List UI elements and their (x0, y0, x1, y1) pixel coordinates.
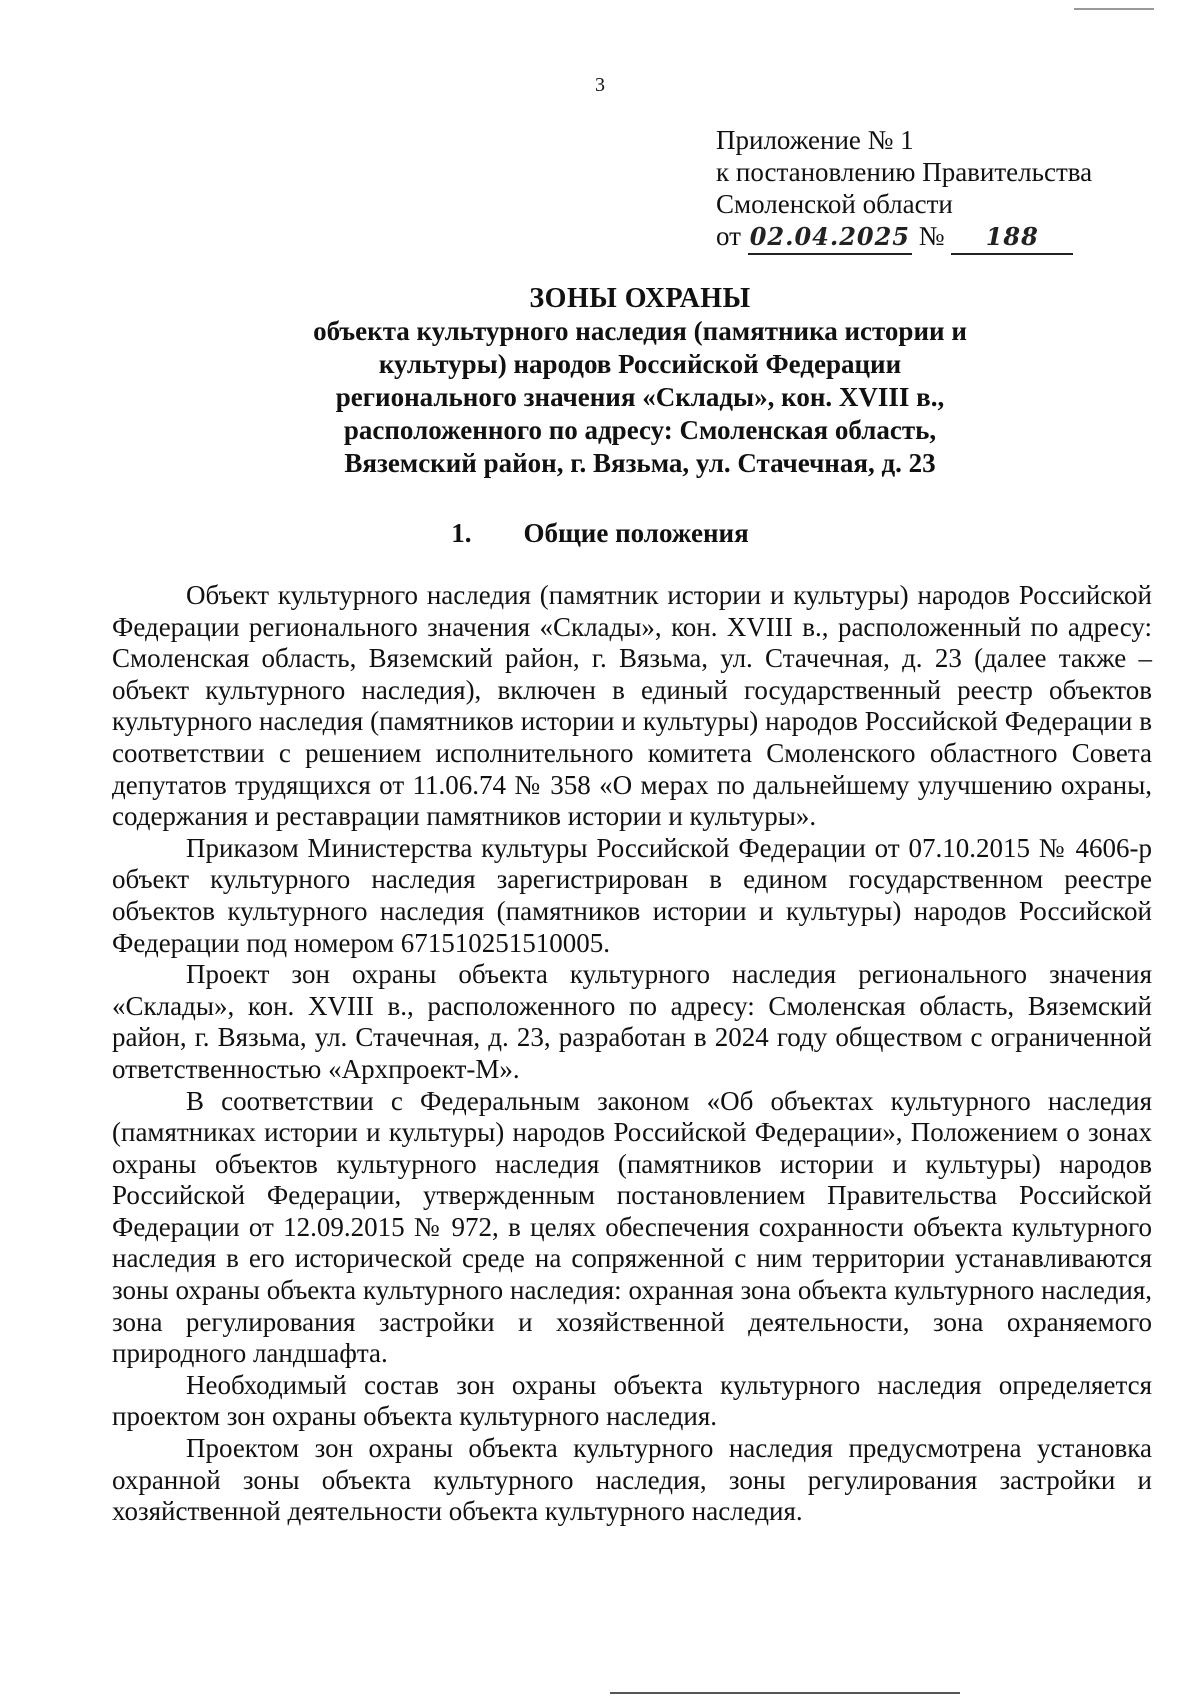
paragraph: Объект культурного наследия (памятник истории и культуры) народов Российской Федерации регионального значения «Склады», кон. XVIII в., расположенный по адресу: Смоленская область, Вяземский район, г. Вязьма, ул. Стачечная, д. 23 (далее также – объект культурного наследия), включен в единый государственный реестр объектов культурного наследия (памятников истории и культуры) народов Российской Федерации в соответствии с решением исполнительного комитета Смоленского областного Совета депутатов трудящихся от 11.06.74 № 358 «О мерах по дальнейшему улучшению охраны, содержания и реставрации памятников истории и культуры». (112, 580, 1152, 832)
paragraph: Проектом зон охраны объекта культурного наследия предусмотрена установка охранной зоны объекта культурного наследия, зоны регулирования застройки и хозяйственной деятельности объекта культурного наследия. (112, 1433, 1152, 1527)
handwritten-date: 02.04.2025 (748, 221, 912, 255)
footer-rule (610, 1692, 960, 1694)
from-label: от (716, 221, 741, 251)
paragraph: В соответствии с Федеральным законом «Об объектах культурного наследия (памятниках истории и культуры) народов Российской Федерации», Положением о зонах охраны объектов культурного наследия (памятников истории и культуры) народов Российской Федерации, утвержденным постановлением Правительства Российской Федерации от 12.09.2015 № 972, в целях обеспечения сохранности объекта культурного наследия в его исторической среде на сопряженной с ним территории устанавливаются зоны охраны объекта культурного наследия: охранная зона объекта культурного наследия, зона регулирования застройки и хозяйственной деятельности, зона охраняемого природного ландшафта. (112, 1085, 1152, 1369)
title-main: ЗОНЫ ОХРАНЫ (529, 283, 751, 314)
body-text (112, 580, 1152, 1528)
appendix-line-3: Смоленской области (716, 189, 953, 219)
title-line-3: регионального значения «Склады», кон. XVIII в., (335, 382, 945, 412)
number-label: № (918, 221, 945, 251)
paragraph: Необходимый состав зон охраны объекта культурного наследия определяется проектом зон охраны объекта культурного наследия. (112, 1369, 1152, 1432)
appendix-date-line (716, 220, 1092, 255)
section-title: Общие положения (523, 518, 749, 548)
section-heading (0, 518, 1200, 549)
title-line-4: расположенного по адресу: Смоленская область, (343, 415, 937, 445)
paragraph: Приказом Министерства культуры Российской Федерации от 07.10.2015 № 4606-р объект культурного наследия зарегистрирован в едином государственном реестре объектов культурного наследия (памятников истории и культуры) народов Российской Федерации под номером 671510251510005. (112, 832, 1152, 958)
title-line-5: Вяземский район, г. Вязьма, ул. Стачечная, д. 23 (344, 448, 936, 478)
page-number: 3 (595, 74, 605, 96)
appendix-line-1: Приложение № 1 (716, 125, 914, 155)
appendix-line-2: к постановлению Правительства (716, 157, 1093, 187)
scan-corner-mark (1074, 8, 1154, 10)
document-title (150, 282, 1130, 480)
paragraph: Проект зон охраны объекта культурного наследия регионального значения «Склады», кон. XVIII в., расположенного по адресу: Смоленская область, Вяземский район, г. Вязьма, ул. Стачечная, д. 23, разработан в 2024 году обществом с ограниченной ответственностью «Архпроект-М». (112, 959, 1152, 1084)
handwritten-number: 188 (951, 221, 1073, 255)
appendix-block (716, 124, 1092, 255)
title-line-2: культуры) народов Российской Федерации (378, 349, 902, 379)
title-line-1: объекта культурного наследия (памятника истории и (313, 316, 967, 346)
section-number: 1. (451, 518, 472, 548)
